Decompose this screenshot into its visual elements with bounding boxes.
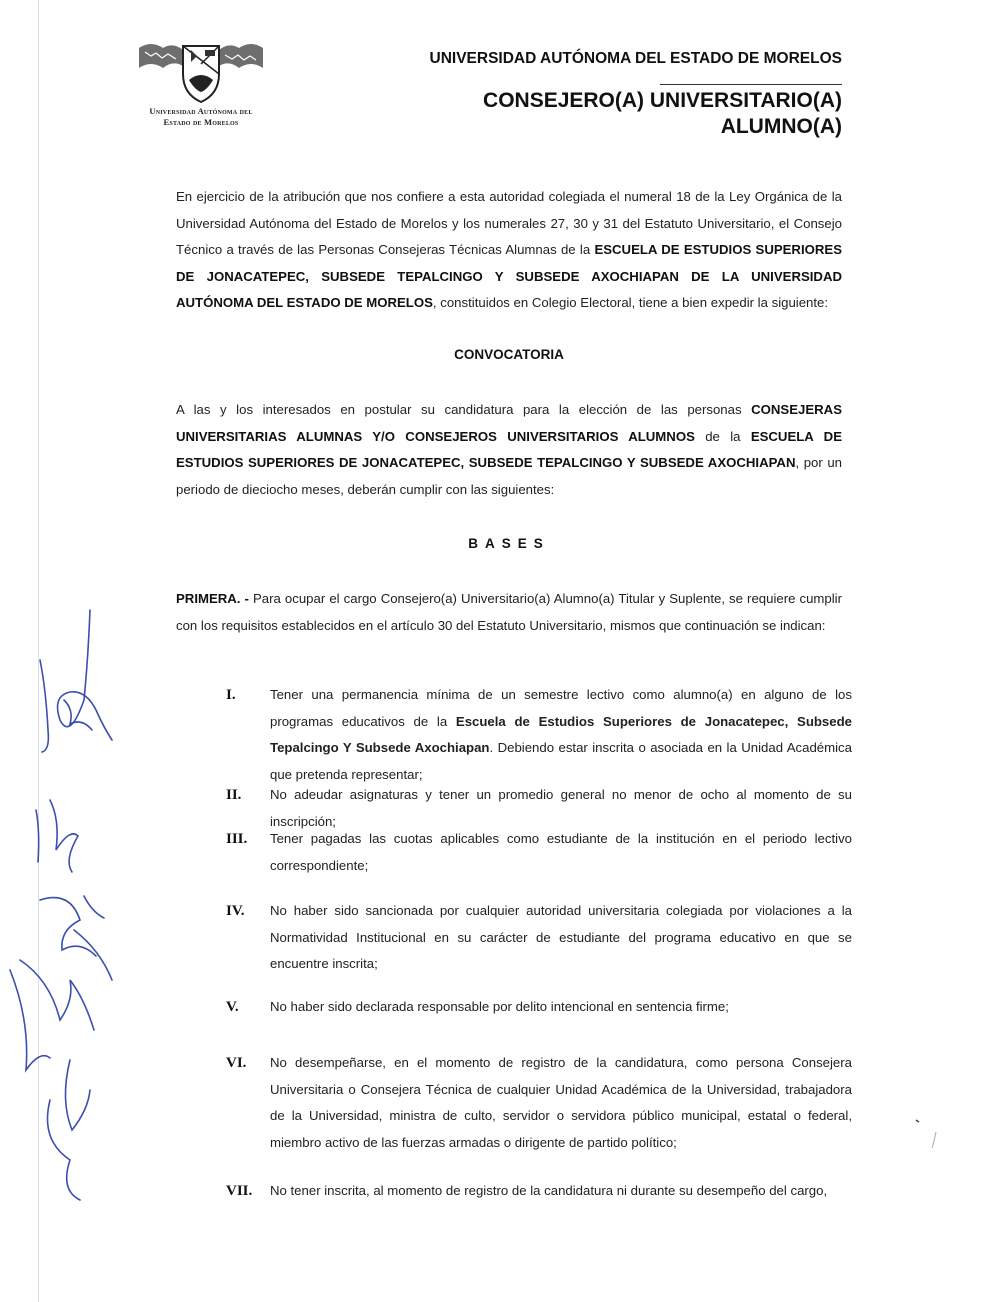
requirement-text-end: . Debiendo estar inscrita o asociada en la Unidad Académica que pretenda representar;	[270, 740, 852, 782]
call-text-1: A las y los interesados en postular su candidatura para la elección de las personas	[176, 402, 752, 417]
requirement-item	[226, 1050, 852, 1156]
document-title-line1: CONSEJERO(A) UNIVERSITARIO(A)	[483, 89, 842, 112]
document-title	[400, 88, 842, 140]
convocatoria-heading: CONVOCATORIA	[454, 347, 564, 362]
requirement-text: No haber sido declarada responsable por delito intencional en sentencia firme;	[270, 999, 729, 1014]
handwritten-signatures	[0, 600, 140, 1220]
call-paragraph	[176, 397, 842, 503]
requirement-number: VII.	[226, 1183, 253, 1199]
requirement-item	[226, 682, 852, 788]
primera-label: PRIMERA. -	[176, 591, 249, 606]
stray-pen-mark	[912, 1112, 942, 1152]
requirement-text: No tener inscrita, al momento de registro de la candidatura ni durante su desempeño del cargo,	[270, 1183, 828, 1198]
requirement-item	[226, 826, 852, 879]
logo-caption-line1: Universidad Autónoma del	[149, 106, 253, 116]
intro-institution-bold: ESCUELA DE ESTUDIOS SUPERIORES DE JONACATEPEC, SUBSEDE TEPALCINGO Y SUBSEDE AXOCHIAPAN DE LA UNIVERSIDAD AUTÓNOMA DEL ESTADO DE MORELOS	[176, 242, 842, 310]
requirement-number: III.	[226, 831, 248, 847]
university-crest-icon	[133, 40, 269, 106]
requirement-text: No adeudar asignaturas y tener un promedio general no menor de ocho al momento de su inscripción;	[270, 787, 852, 829]
university-logo	[128, 40, 274, 128]
requirement-text: Tener una permanencia mínima de un semestre lectivo como alumno(a) en alguno de los programas educativos de la	[270, 687, 852, 729]
intro-paragraph	[176, 184, 842, 317]
call-school-bold: ESCUELA DE ESTUDIOS SUPERIORES DE JONACATEPEC, SUBSEDE TEPALCINGO Y SUBSEDE AXOCHIAPAN	[176, 428, 842, 470]
requirement-number: VI.	[226, 1055, 247, 1071]
requirement-number: V.	[226, 999, 239, 1015]
call-text-2: de la	[694, 428, 751, 444]
intro-text-2: , constituidos en Colegio Electoral, tiene a bien expedir la siguiente:	[432, 295, 829, 310]
requirement-item	[226, 898, 852, 978]
requirement-school-bold: Escuela de Estudios Superiores de Jonacatepec, Subsede Tepalcingo Y Subsede Axochiapan	[270, 713, 852, 755]
call-text-3: , por un periodo de dieciocho meses, deberán cumplir con las siguientes:	[176, 455, 842, 497]
logo-caption-line2: Estado de Morelos	[163, 117, 239, 127]
requirement-item	[226, 1178, 852, 1205]
requirement-text: Tener pagadas las cuotas aplicables como estudiante de la institución en el periodo lectivo correspondiente;	[270, 831, 852, 873]
requirement-item	[226, 994, 852, 1021]
requirement-text: No haber sido sancionada por cualquier autoridad universitaria colegiada por violaciones a la Normatividad Institucional en su carácter de estudiante del programa educativo en que se encuentre inscrita;	[270, 903, 852, 971]
requirement-number: II.	[226, 787, 242, 803]
requirement-text: No desempeñarse, en el momento de registro de la candidatura, como persona Consejera Universitaria o Consejera Técnica de cualquier Unidad Académica de la Universidad, trabajadora de la Universidad, ministra de culto, servidor o servidora público municipal, estatal o federal, miembro activo de las fuerzas armadas o dirigente de partido político;	[270, 1055, 852, 1150]
requirement-number: IV.	[226, 903, 245, 919]
intro-text-1: En ejercicio de la atribución que nos confiere a esta autoridad colegiada el numeral 18 de la Ley Orgánica de la Universidad Autónoma del Estado de Morelos y los numerales 27, 30 y 31 del Estatuto Universitario, el Consejo Técnico a través de las Personas Consejeras Técnicas Alumnas de la	[176, 189, 842, 257]
primera-paragraph	[176, 586, 842, 639]
university-name: UNIVERSIDAD AUTÓNOMA DEL ESTADO DE MORELOS	[429, 50, 842, 67]
primera-text: Para ocupar el cargo Consejero(a) Universitario(a) Alumno(a) Titular y Suplente, se requiere cumplir con los requisitos establecidos en el artículo 30 del Estatuto Universitario, mismos que continuación se indican:	[176, 591, 842, 633]
document-title-line2: ALUMNO(A)	[720, 115, 842, 138]
bases-heading: BASES	[468, 536, 550, 551]
requirement-number: I.	[226, 687, 236, 703]
header-rule	[660, 84, 842, 85]
call-positions-bold: CONSEJERAS UNIVERSITARIAS ALUMNAS Y/O CONSEJEROS UNIVERSITARIOS ALUMNOS	[176, 402, 842, 444]
